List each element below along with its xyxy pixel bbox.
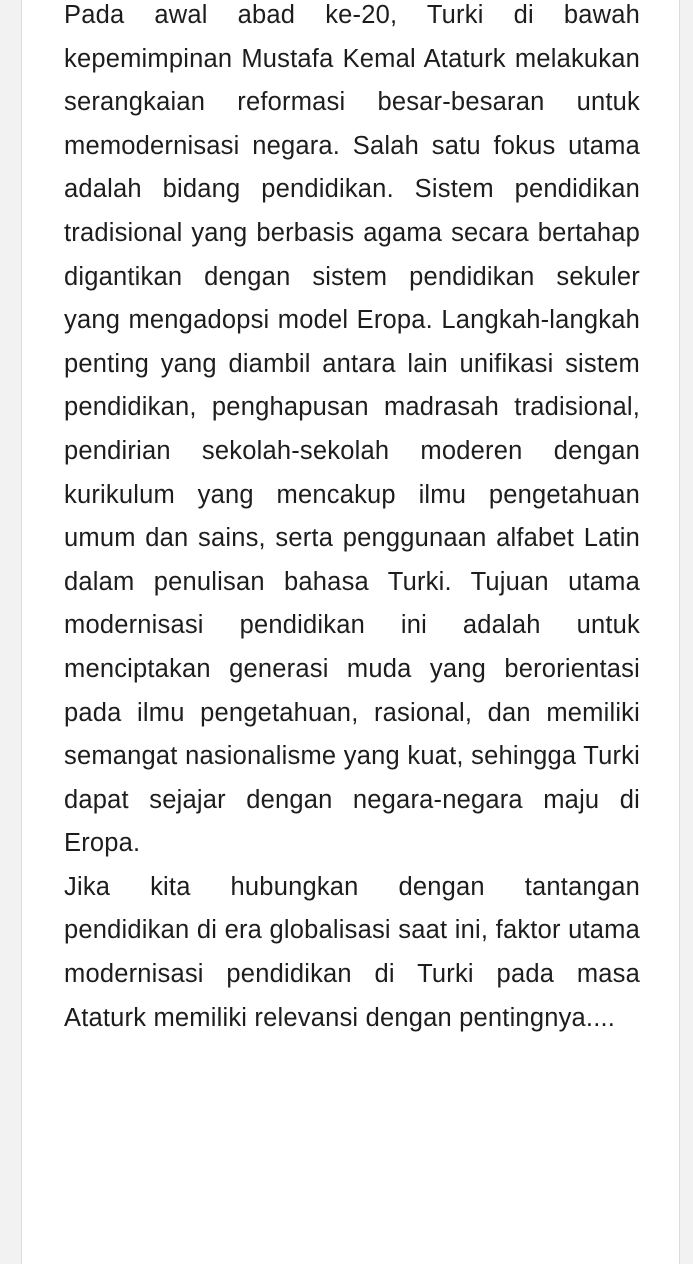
- content-card: [21, 0, 680, 1264]
- paragraph-1: Pada awal abad ke-20, Turki di bawah kepemimpinan Mustafa Kemal Ataturk melakukan serangkaian reformasi besar-besaran untuk memodernisasi negara. Salah satu fokus utama adalah bidang pendidikan. Sistem pendidikan tradisional yang berbasis agama secara bertahap digantikan dengan sistem pendidikan sekuler yang mengadopsi model Eropa. Langkah-langkah penting yang diambil antara lain unifikasi sistem pendidikan, penghapusan madrasah tradisional, pendirian sekolah-sekolah moderen dengan kurikulum yang mencakup ilmu pengetahuan umum dan sains, serta penggunaan alfabet Latin dalam penulisan bahasa Turki. Tujuan utama modernisasi pendidikan ini adalah untuk menciptakan generasi muda yang berorientasi pada ilmu pengetahuan, rasional, dan memiliki semangat nasionalisme yang kuat, sehingga Turki dapat sejajar dengan negara-negara maju di Eropa.: [64, 1, 640, 858]
- document-body: [64, 0, 640, 1040]
- paragraph-2: Jika kita hubungkan dengan tantangan pendidikan di era globalisasi saat ini, faktor utama modernisasi pendidikan di Turki pada masa Ataturk memiliki relevansi dengan pentingnya....: [64, 872, 640, 1032]
